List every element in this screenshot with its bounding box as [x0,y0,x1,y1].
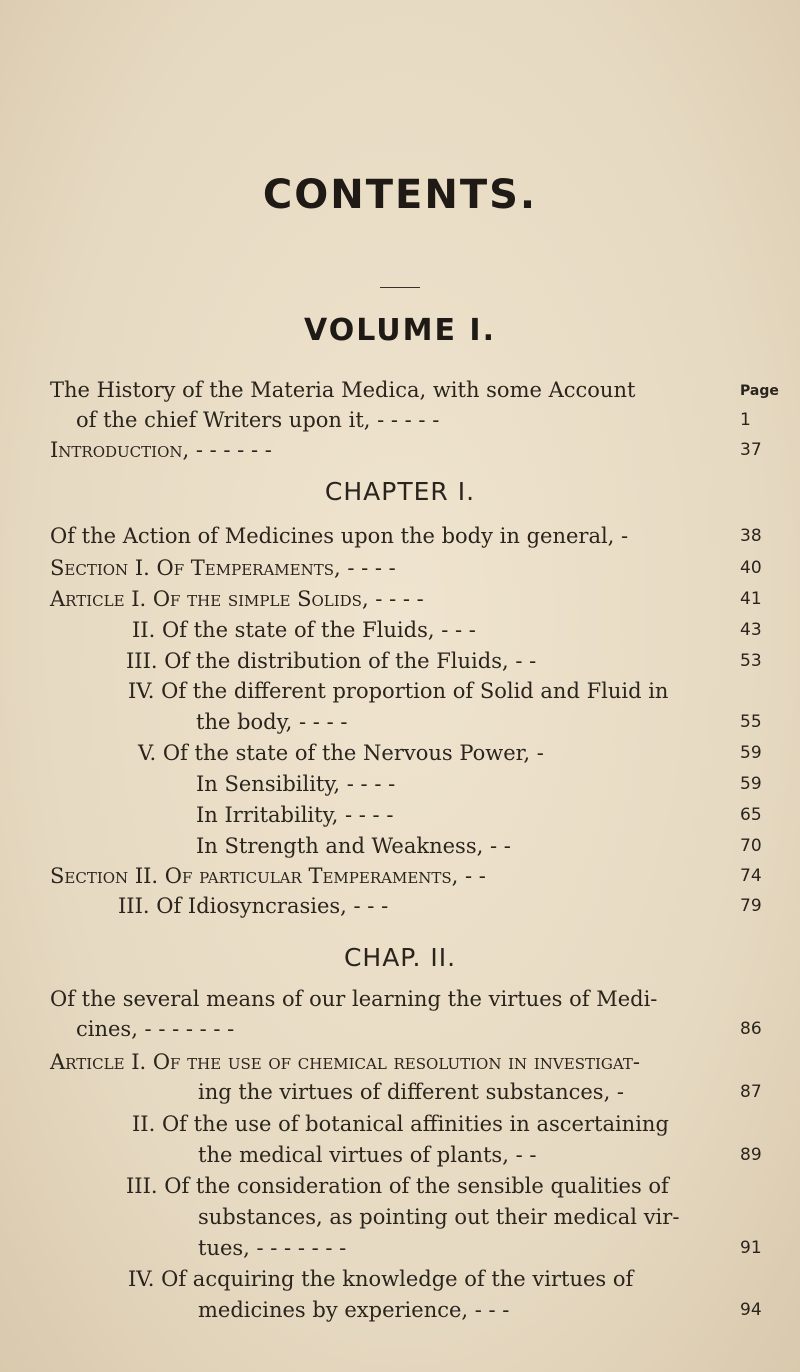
toc-page-number: 38 [740,526,762,546]
toc-page-number: 37 [740,440,762,460]
page-column-label: Page [740,383,779,399]
toc-entry: tues, - - - - - - - [198,1236,347,1260]
toc-entry: Of the several means of our learning the virtues of Medi- [50,987,658,1011]
toc-page-number: 74 [740,866,762,886]
toc-entry: III. Of the distribution of the Fluids, - - [126,649,537,673]
toc-entry: II. Of the use of botanical affinities in ascertaining [132,1112,669,1136]
toc-page-number: 79 [740,896,762,916]
toc-entry: V. Of the state of the Nervous Power, - [138,741,544,765]
toc-entry: the medical virtues of plants, - - [198,1143,537,1167]
toc-page-number: 1 [740,410,751,430]
toc-entry: In Sensibility, - - - - [196,772,396,796]
toc-page-number: 55 [740,712,762,732]
toc-entry: Section I. Of Temperaments, - - - - [50,556,396,580]
toc-entry: cines, - - - - - - - [76,1017,235,1041]
toc-entry: of the chief Writers upon it, - - - - - [76,408,440,432]
toc-entry: In Irritability, - - - - [196,803,394,827]
toc-page-number: 89 [740,1145,762,1165]
toc-page-number: 87 [740,1082,762,1102]
toc-entry: Of the Action of Medicines upon the body in general, - [50,524,629,548]
toc-page-number: 86 [740,1019,762,1039]
toc-entry: IV. Of the different proportion of Solid and Fluid in [128,679,669,703]
toc-entry: III. Of Idiosyncrasies, - - - [118,894,389,918]
toc-page-number: 59 [740,774,762,794]
title-rule [380,287,420,288]
toc-entry: II. Of the state of the Fluids, - - - [132,618,476,642]
toc-entry: III. Of the consideration of the sensible qualities of [126,1174,669,1198]
toc-entry: Introduction, - - - - - - [50,438,272,462]
toc-page-number: 40 [740,558,762,578]
volume-heading: VOLUME I. [304,313,496,348]
toc-page-number: 43 [740,620,762,640]
toc-entry: the body, - - - - [196,710,348,734]
toc-page-number: 94 [740,1300,762,1320]
toc-entry: Article I. Of the simple Solids, - - - - [50,587,424,611]
toc-entry: Article I. Of the use of chemical resolution in investigat- [50,1050,640,1074]
toc-entry: medicines by experience, - - - [198,1298,510,1322]
toc-page-number: 65 [740,805,762,825]
toc-page-number: 91 [740,1238,762,1258]
toc-entry: ing the virtues of different substances, - [198,1080,625,1104]
toc-page-number: 59 [740,743,762,763]
toc-entry: substances, as pointing out their medical vir- [198,1205,680,1229]
toc-page-number: 70 [740,836,762,856]
toc-entry: In Strength and Weakness, - - [196,834,511,858]
chapter-heading: CHAP. II. [343,943,457,972]
toc-page-number: 41 [740,589,762,609]
toc-entry: IV. Of acquiring the knowledge of the virtues of [128,1267,634,1291]
contents-heading: CONTENTS. [262,172,538,218]
toc-page-number: 53 [740,651,762,671]
toc-entry: Section II. Of particular Temperaments, - - [50,864,486,888]
toc-entry: The History of the Materia Medica, with some Account [50,378,636,402]
chapter-heading: CHAPTER I. [324,477,476,506]
